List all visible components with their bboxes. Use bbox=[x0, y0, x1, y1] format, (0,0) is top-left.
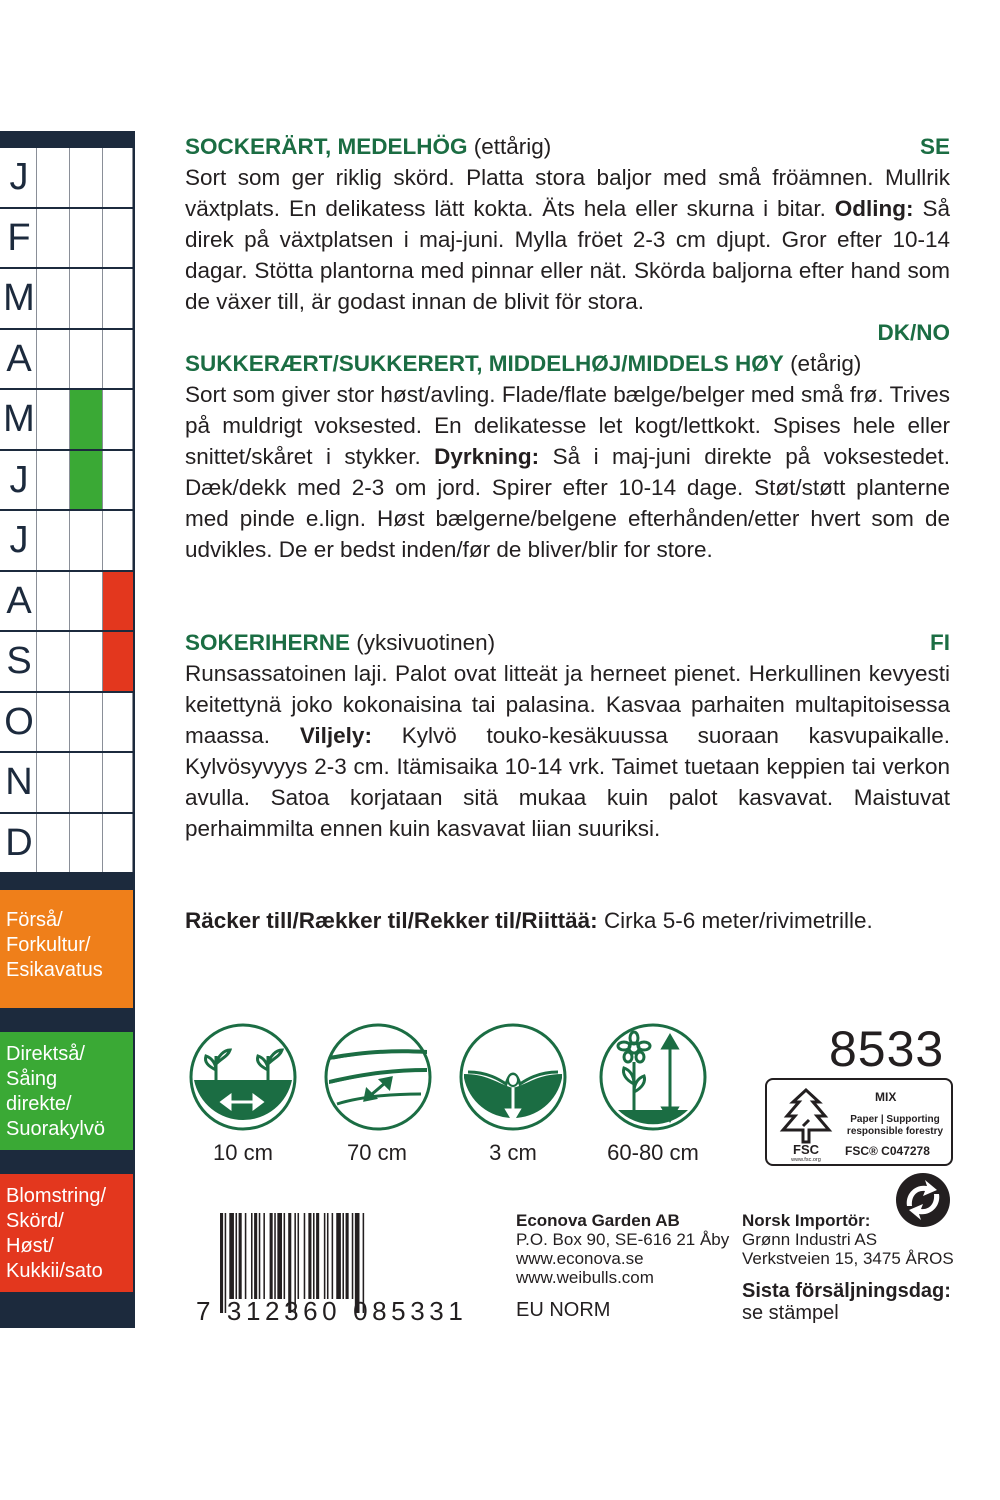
calendar-grid-line bbox=[102, 753, 103, 812]
calendar-grid-line bbox=[36, 693, 37, 752]
calendar-grid-line bbox=[36, 390, 37, 449]
text-dk-cultivation: Så i maj-juni direkte på voksestedet. Dæk/dekk med 2-3 om jord. Spirer efter 10-14 dage. Støt/støtt planterne med pinde e.lign. Høst bælgerne/belgene efterhånden/etter hvert som de udvikles. De er bedst inden/før de bliver/blir for store. bbox=[185, 444, 950, 562]
legend-line: Blomstring/ bbox=[6, 1185, 107, 1207]
heading-se bbox=[185, 131, 950, 162]
calendar-grid-line bbox=[102, 451, 103, 510]
calendar-month-row bbox=[0, 451, 133, 512]
calendar-grid-line bbox=[132, 148, 133, 207]
barcode-bar bbox=[259, 1213, 261, 1299]
calendar-grid-line bbox=[102, 814, 103, 873]
calendar-grid-line bbox=[102, 148, 103, 207]
company-address bbox=[516, 1211, 729, 1287]
text-fi bbox=[185, 658, 950, 844]
sowing-depth-label: 3 cm bbox=[489, 1140, 537, 1165]
barcode-bar bbox=[332, 1213, 334, 1299]
calendar-month-letter: N bbox=[5, 761, 33, 803]
title-dk: SUKKERÆRT/SUKKERERT, MIDDELHØJ/MIDDELS HØY bbox=[185, 351, 784, 376]
calendar-month-row bbox=[0, 814, 133, 875]
calendar-grid-line bbox=[132, 451, 133, 510]
legend-line: direkte/ bbox=[6, 1093, 72, 1115]
calendar-month-letter: J bbox=[9, 156, 29, 198]
company-name: Econova Garden AB bbox=[516, 1211, 680, 1230]
legend-direct-sowing bbox=[0, 1032, 133, 1150]
calendar-grid-line bbox=[69, 693, 70, 752]
barcode-bar bbox=[313, 1213, 315, 1299]
text-dk bbox=[185, 379, 950, 565]
legend-line: Esikavatus bbox=[6, 959, 103, 981]
calendar-grid-line bbox=[36, 209, 37, 268]
barcode-bar bbox=[251, 1213, 253, 1299]
company-po-box: P.O. Box 90, SE-616 21 Åby bbox=[516, 1230, 730, 1249]
calendar-grid-line bbox=[69, 209, 70, 268]
label-fi-cultivation: Viljely: bbox=[299, 723, 372, 748]
calendar-month-row bbox=[0, 330, 133, 391]
legend-harvest bbox=[0, 1174, 133, 1292]
barcode-bar bbox=[346, 1213, 349, 1299]
barcode-bar bbox=[284, 1213, 286, 1299]
lang-code-fi: FI bbox=[930, 630, 950, 655]
barcode-bar bbox=[336, 1213, 341, 1299]
barcode-bar bbox=[254, 1213, 257, 1299]
legend-line: Forkultur/ bbox=[6, 934, 91, 956]
importer-address bbox=[742, 1211, 954, 1268]
barcode-bar bbox=[304, 1213, 306, 1299]
fsc-mix: MIX bbox=[875, 1090, 897, 1104]
plant-spacing-icon bbox=[188, 1022, 298, 1132]
calendar-month-row bbox=[0, 693, 133, 754]
calendar-grid-line bbox=[102, 330, 103, 389]
calendar-grid-line bbox=[102, 511, 103, 570]
barcode-bar bbox=[327, 1213, 329, 1299]
calendar-month-letter: D bbox=[5, 821, 33, 864]
fsc-paper: Paper | Supporting responsible forestry bbox=[846, 1114, 944, 1137]
subtitle-fi: (yksivuotinen) bbox=[356, 630, 496, 655]
barcode-bar bbox=[270, 1213, 273, 1299]
calendar-month-letter: O bbox=[4, 700, 34, 743]
calendar-grid-line bbox=[132, 209, 133, 268]
harvest-cell bbox=[103, 632, 133, 691]
calendar-month-row bbox=[0, 572, 133, 633]
company-website: www.weibulls.com bbox=[516, 1268, 654, 1287]
legend-line: Suorakylvö bbox=[6, 1118, 105, 1140]
calendar-grid-line bbox=[69, 269, 70, 328]
calendar-grid-line bbox=[36, 269, 37, 328]
barcode-bar bbox=[239, 1213, 242, 1299]
lang-code-dk: DK/NO bbox=[877, 320, 950, 345]
calendar-grid-line bbox=[36, 753, 37, 812]
barcode-bar bbox=[308, 1213, 311, 1299]
product-number: 8533 bbox=[829, 1021, 945, 1077]
barcode-bar bbox=[236, 1213, 238, 1299]
calendar-grid-line bbox=[69, 148, 70, 207]
row-spacing-label: 70 cm bbox=[347, 1140, 407, 1165]
heading-fi bbox=[185, 627, 950, 658]
barcode-bar bbox=[324, 1213, 326, 1299]
calendar-grid-line bbox=[36, 814, 37, 873]
fsc-label bbox=[765, 1078, 953, 1166]
fsc-logo-text: FSC bbox=[793, 1142, 819, 1157]
barcode-bar bbox=[263, 1213, 265, 1299]
direct-sowing-cell bbox=[70, 451, 102, 510]
sowing-calendar bbox=[0, 148, 133, 874]
calendar-grid-line bbox=[36, 330, 37, 389]
coverage-label: Räcker till/Rækker til/Rekker til/Riittää: bbox=[185, 908, 598, 933]
calendar-month-letter: F bbox=[7, 216, 31, 259]
company-website: www.econova.se bbox=[516, 1249, 644, 1268]
calendar-month-row bbox=[0, 511, 133, 572]
text-se bbox=[185, 162, 950, 317]
subtitle-dk: (etårig) bbox=[790, 351, 862, 376]
plant-height-icon bbox=[598, 1022, 708, 1132]
calendar-month-row bbox=[0, 632, 133, 693]
coverage-value: Cirka 5-6 meter/rivimetrille. bbox=[603, 908, 873, 933]
barcode-bar bbox=[298, 1213, 300, 1299]
text-dk-description: Sort som giver stor høst/avling. Flade/flate bælge/belger med små frø. Trives på muldrigt voksested. En delikatesse let kogt/lettkokt. Spises hele eller snittet/skåret i stykker. bbox=[185, 382, 950, 469]
calendar-grid-line bbox=[132, 269, 133, 328]
sowing-depth-icon bbox=[458, 1022, 568, 1132]
legend-presowing bbox=[0, 890, 133, 1008]
legend-line: Förså/ bbox=[6, 909, 63, 931]
calendar-grid-line bbox=[36, 148, 37, 207]
text-se-description: Sort som ger riklig skörd. Platta stora baljor med små fröämnen. Mullrik växtplats. En delikatess lätt kokta. Äts hela eller skurna i bitar. bbox=[185, 165, 950, 221]
legend-line: Såing bbox=[6, 1068, 58, 1090]
barcode-bar bbox=[277, 1213, 282, 1299]
lang-code-se: SE bbox=[919, 134, 950, 159]
calendar-grid-line bbox=[69, 632, 70, 691]
calendar-grid-line bbox=[36, 451, 37, 510]
label-se-cultivation: Odling: bbox=[834, 196, 914, 221]
harvest-cell bbox=[103, 572, 133, 631]
last-sale-title: Sista försäljningsdag: bbox=[742, 1280, 951, 1302]
barcode-bar bbox=[342, 1213, 344, 1299]
calendar-grid-line bbox=[132, 693, 133, 752]
calendar-month-row bbox=[0, 753, 133, 814]
fsc-code: FSC® C047278 bbox=[845, 1144, 930, 1158]
last-sale-value: se stämpel bbox=[742, 1302, 839, 1324]
text-fi-cultivation: Kylvö touko-kesäkuussa suoraan kasvupaikalle. Kylvösyvyys 2-3 cm. Itämisaika 10-14 vrk. Taimet tuetaan keppien tai verkon avulla. Satoa korjataan sitä mukaa kuin palot kasvavat. Maistuvat perhaimmilta ennen kuin kasvavat liian suuriksi. bbox=[185, 723, 950, 841]
legend-line: Høst/ bbox=[6, 1235, 54, 1257]
text-fi-description: Runsassatoinen laji. Palot ovat litteät ja herneet pienet. Herkullinen kevyesti keitettynä joko kokonaisina tai palasina. Kasvaa parhaiten multapitoisessa maassa. bbox=[185, 661, 950, 748]
barcode-bar bbox=[316, 1213, 319, 1299]
calendar-grid-line bbox=[102, 209, 103, 268]
plant-height-label: 60-80 cm bbox=[607, 1140, 699, 1165]
calendar-grid-line bbox=[132, 330, 133, 389]
calendar-month-letter: M bbox=[3, 277, 35, 319]
calendar-month-letter: J bbox=[9, 458, 29, 501]
calendar-grid-line bbox=[69, 511, 70, 570]
text-se-cultivation: Så direk på växtplatsen i maj-juni. Mylla fröet 2-3 cm djupt. Gror efter 10-14 dagar. Stötta plantorna med pinnar eller nät. Skörda baljorna efter hand som de växer till, är godast innan de blivit för stora. bbox=[185, 196, 950, 314]
title-se: SOCKERÄRT, MEDELHÖG bbox=[185, 134, 468, 159]
calendar-grid-line bbox=[132, 390, 133, 449]
label-dk-cultivation: Dyrkning: bbox=[434, 444, 540, 469]
calendar-month-row bbox=[0, 390, 133, 451]
calendar-month-letter: A bbox=[6, 579, 32, 622]
calendar-grid-line bbox=[132, 511, 133, 570]
legend-line: Kukkii/sato bbox=[6, 1260, 103, 1282]
barcode-bar bbox=[352, 1213, 354, 1299]
barcode-number: 7 312360 085331 bbox=[196, 1296, 468, 1326]
title-fi: SOKERIHERNE bbox=[185, 630, 351, 655]
calendar-grid-line bbox=[36, 632, 37, 691]
eu-norm: EU NORM bbox=[516, 1299, 611, 1321]
calendar-month-row bbox=[0, 209, 133, 270]
importer-street: Verkstveien 15, 3475 ÅROS bbox=[742, 1249, 954, 1268]
calendar-month-letter: M bbox=[3, 398, 35, 440]
calendar-month-row bbox=[0, 148, 133, 209]
subtitle-se: (ettårig) bbox=[473, 134, 552, 159]
calendar-month-letter: A bbox=[6, 337, 32, 380]
barcode-bar bbox=[229, 1213, 234, 1299]
importer-name: Grønn Industri AS bbox=[742, 1230, 878, 1249]
barcode-bar bbox=[245, 1213, 247, 1299]
direct-sowing-cell bbox=[70, 390, 102, 449]
calendar-grid-line bbox=[69, 572, 70, 631]
coverage bbox=[185, 905, 950, 936]
calendar-grid-line bbox=[132, 753, 133, 812]
calendar-grid-line bbox=[69, 753, 70, 812]
calendar-grid-line bbox=[36, 572, 37, 631]
calendar-grid-line bbox=[36, 511, 37, 570]
calendar-grid-line bbox=[102, 390, 103, 449]
calendar-grid-line bbox=[69, 814, 70, 873]
calendar-month-letter: S bbox=[6, 640, 32, 682]
row-spacing-icon bbox=[323, 1022, 433, 1132]
legend-line: Skörd/ bbox=[6, 1210, 64, 1232]
legend-line: Direktså/ bbox=[6, 1043, 85, 1065]
heading-dk bbox=[185, 348, 950, 379]
calendar-month-letter: J bbox=[9, 519, 29, 561]
importer-title: Norsk Importör: bbox=[742, 1211, 871, 1230]
calendar-grid-line bbox=[102, 693, 103, 752]
plant-spacing-label: 10 cm bbox=[213, 1140, 273, 1165]
calendar-grid-line bbox=[132, 814, 133, 873]
last-sale-date bbox=[742, 1280, 951, 1324]
calendar-grid-line bbox=[102, 269, 103, 328]
calendar-grid-line bbox=[69, 330, 70, 389]
fsc-tree-logo-icon bbox=[773, 1086, 839, 1162]
barcode-bar bbox=[274, 1213, 276, 1299]
fsc-site: www.fsc.org bbox=[791, 1157, 821, 1162]
calendar-month-row bbox=[0, 269, 133, 330]
